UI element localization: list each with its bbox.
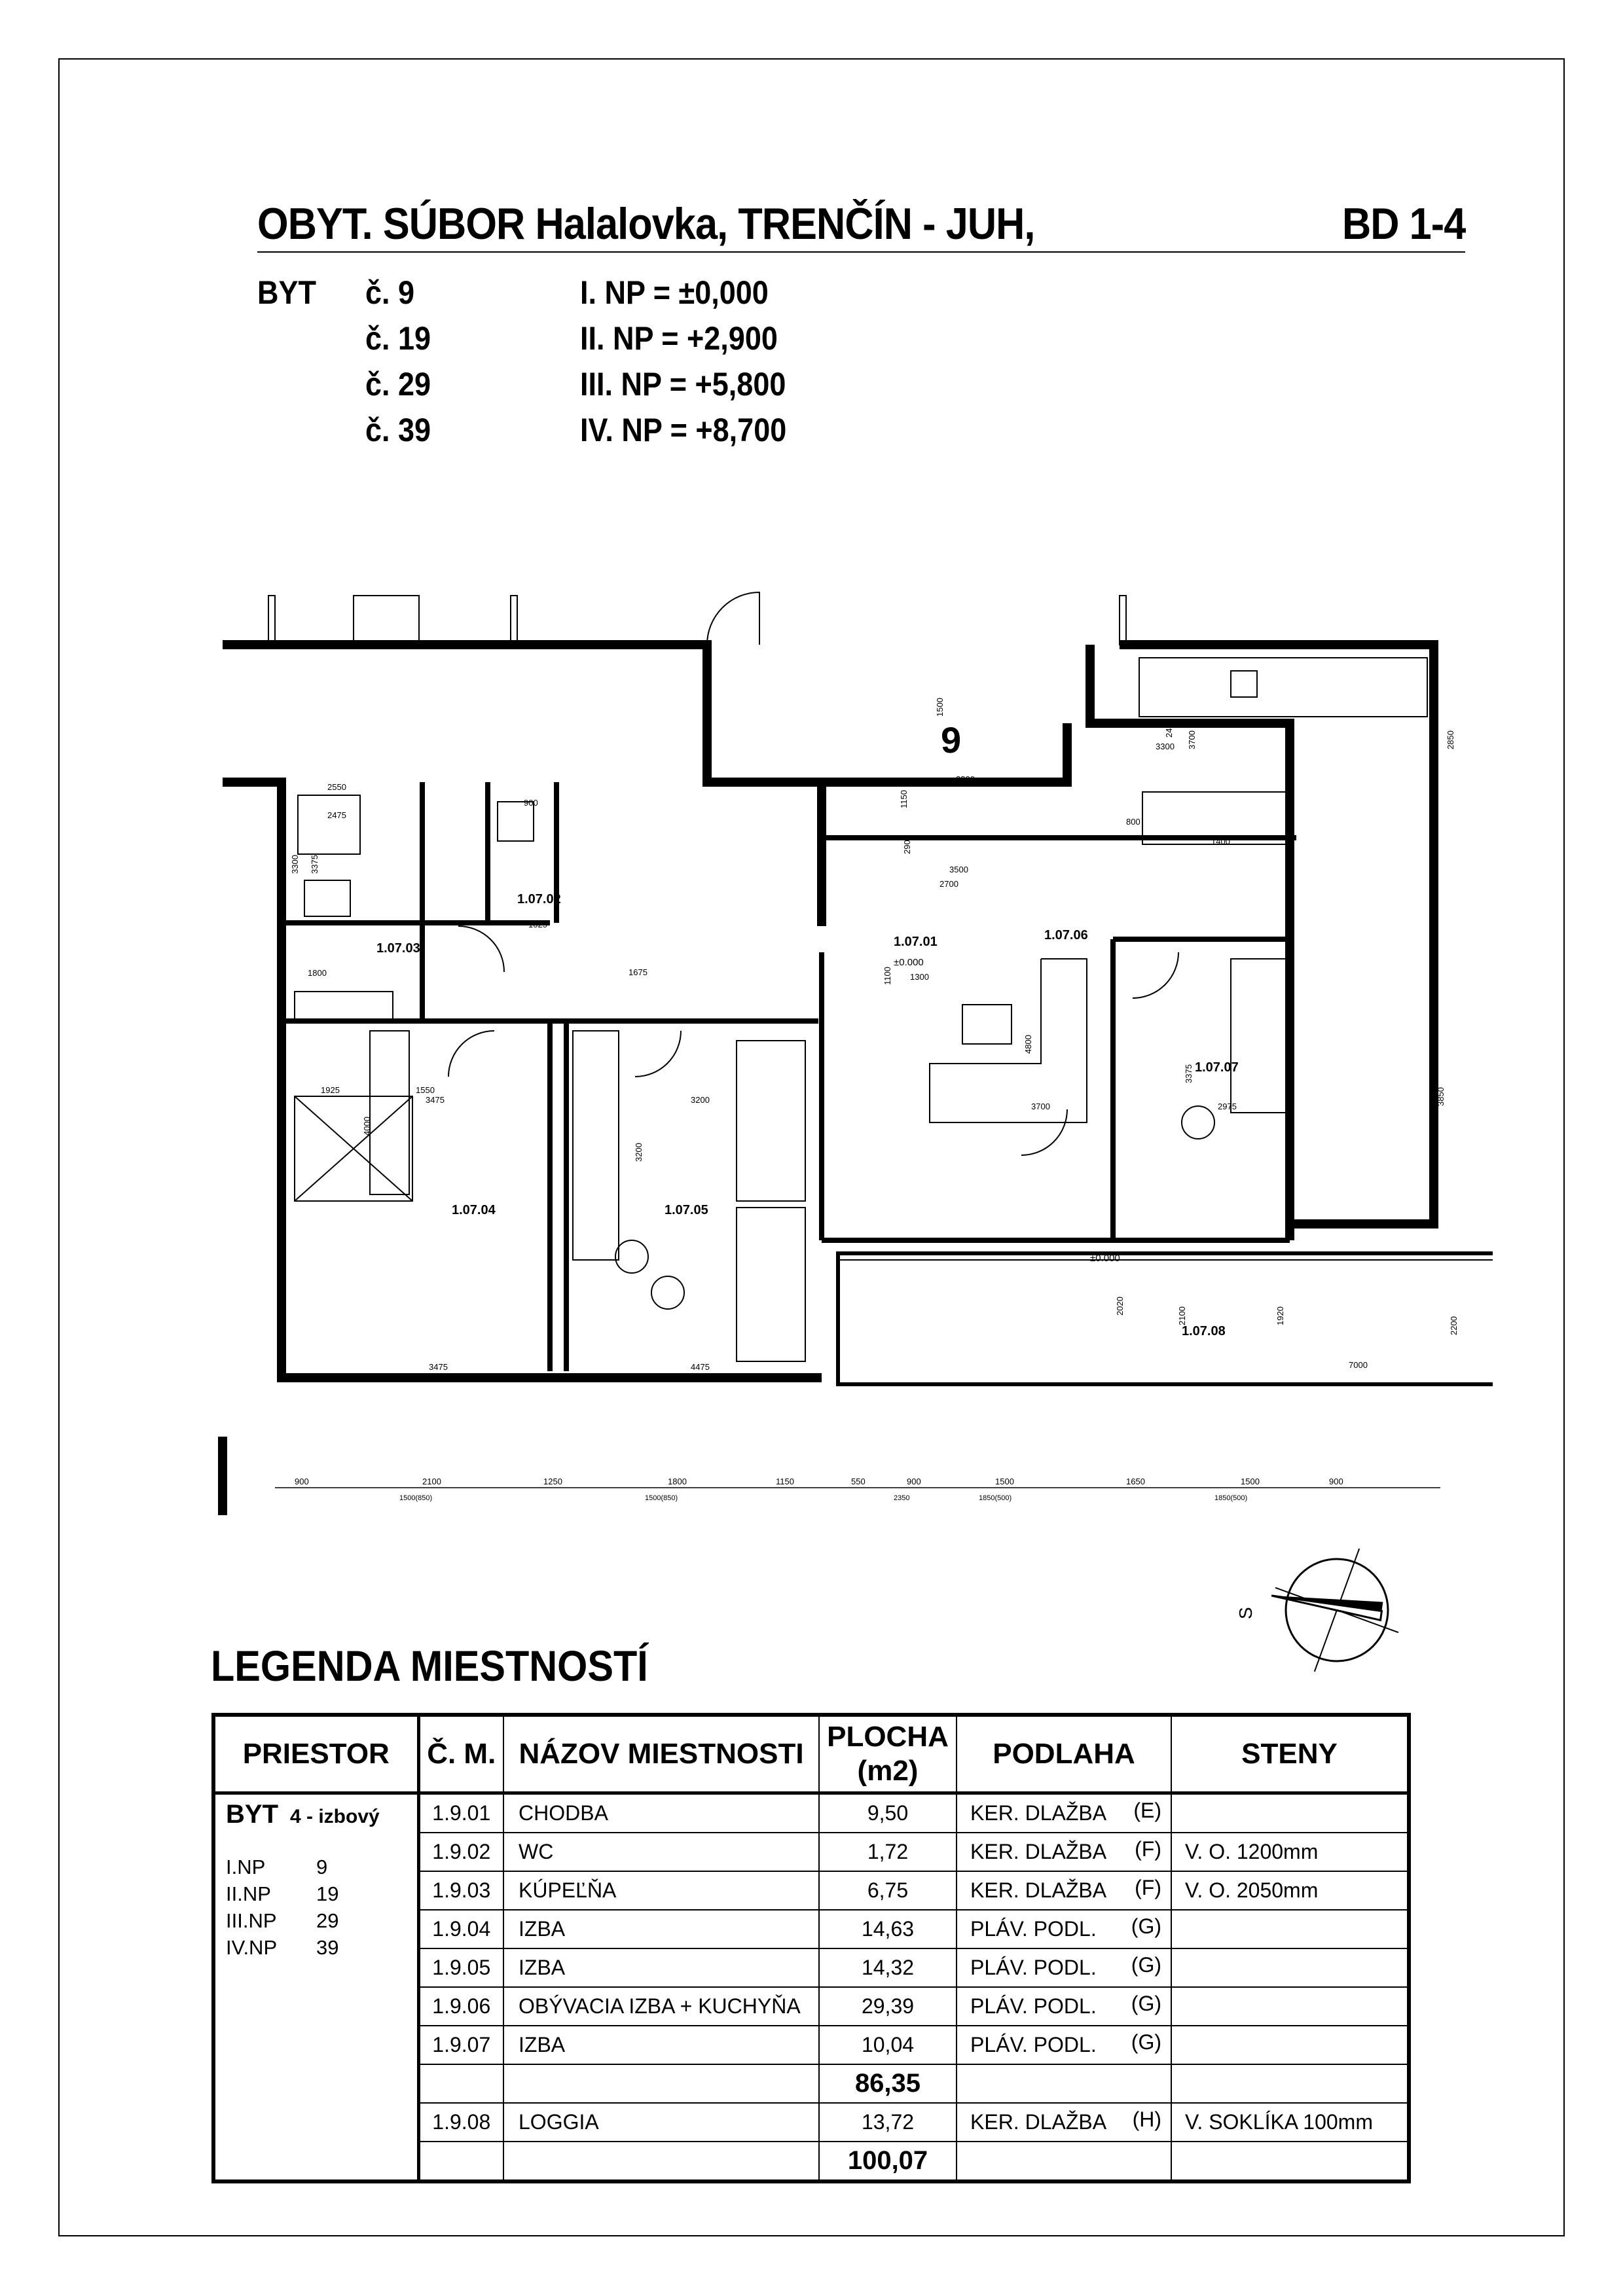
shaft-right [1120,596,1126,645]
np-item [226,1882,417,1909]
level-3: III. NP = +5,800 [580,366,786,403]
room-label-1: 1.07.01 [894,935,938,949]
dimension-label: 1300 [910,972,929,982]
flat-number-2: č. 19 [365,320,431,357]
floor-type: PLÁV. PODL. [970,1994,1097,2018]
dimension-label: 3850 [1436,1087,1446,1106]
floor-class: (G) [1131,2030,1161,2054]
room-name: CHODBA [503,1793,819,1833]
building-code: BD 1-4 [1341,199,1465,249]
subtotal-area: 86,35 [819,2064,957,2103]
room-name: OBÝVACIA IZBA + KUCHYŇA [503,1987,819,2026]
header-area-line2: (m2) [857,1755,919,1787]
dimension-label: 2400 [1164,719,1174,738]
washbasin [304,880,350,916]
dimension-label: 800 [1126,817,1140,827]
bed-room-05b [737,1208,805,1361]
bottom-dimension: 2100 [422,1477,441,1486]
bottom-dimension: 1250 [543,1477,562,1486]
dimension-label: 900 [524,798,538,808]
np-list [226,1856,417,1963]
np-flat: 39 [316,1936,339,1959]
bottom-dimension: 550 [851,1477,866,1486]
level-1: I. NP = ±0,000 [580,274,769,311]
np-label: IV.NP [226,1936,278,1959]
np-item [226,1856,417,1882]
loggia-floor [957,2103,1171,2142]
bed-room-05a [737,1041,805,1201]
dimension-label: 3375 [310,855,319,874]
room-label-7: 1.07.07 [1195,1060,1239,1075]
room-label-6: 1.07.06 [1044,928,1088,942]
floor-class: (G) [1131,1992,1161,2015]
loggia-code: 1.9.08 [418,2103,503,2142]
room-area: 1,72 [819,1833,957,1871]
total-floor-empty [957,2142,1171,2181]
room-floor [957,1871,1171,1910]
room-code: 1.9.07 [418,2026,503,2064]
subtotal-name-empty [503,2064,819,2103]
np-flat: 29 [316,1909,339,1932]
dimension-label: 4000 [362,1117,372,1136]
dimension-label: 3200 [634,1143,644,1162]
dimension-label: 2975 [1218,1102,1237,1111]
shaft-mid [511,596,517,645]
room-name: IZBA [503,2026,819,2064]
floor-type: KER. DLAŽBA [970,1801,1107,1825]
dimension-label: 1925 [321,1085,340,1095]
room-label-8: 1.07.08 [1182,1324,1226,1338]
room-walls [1171,1910,1409,1948]
entrance-door-swing [707,592,759,645]
header-floor: PODLAHA [957,1715,1171,1793]
room-walls [1171,1793,1409,1833]
dimension-label: 3700 [1031,1102,1050,1111]
bottom-dimension: 1800 [668,1477,687,1486]
np-label: I.NP [226,1856,266,1878]
bottom-subdimension: 1850(500) [1214,1494,1248,1502]
dimension-label: 1150 [899,790,909,808]
door-swing-4 [1021,1109,1067,1155]
bottom-dimension: 900 [907,1477,921,1486]
subtotal-walls-empty [1171,2064,1409,2103]
floor-class: (G) [1131,1953,1161,1977]
bottom-subdimension: 1500(850) [399,1494,433,1502]
room-code: 1.9.04 [418,1910,503,1948]
floor-class: (E) [1133,1799,1161,1822]
room-name: KÚPEĽŇA [503,1871,819,1910]
flat-summary-cell [213,1793,418,2182]
level-mark-2: ±0.000 [1090,1253,1120,1264]
dimension-label: 3375 [1184,1064,1194,1083]
room-name: WC [503,1833,819,1871]
dimension-label: 2900 [902,835,912,854]
shaft-left [268,596,275,645]
flat-number-3: č. 29 [365,366,431,403]
dimension-label: 3200 [691,1095,710,1105]
room-code: 1.9.03 [418,1871,503,1910]
floor-type: PLÁV. PODL. [970,1956,1097,1979]
np-label: II.NP [226,1882,271,1905]
coffee-table [962,1005,1012,1044]
floor-type: KER. DLAŽBA [970,1840,1107,1863]
room-floor [957,2026,1171,2064]
chair-room-05b [651,1276,684,1309]
header-room-no: Č. M. [418,1715,503,1793]
bathtub [295,992,393,1021]
loggia-outline [838,1253,1493,1384]
dimension-label: 1500 [935,698,945,717]
room-label-3: 1.07.03 [376,941,420,956]
flat-number-1: č. 9 [365,274,415,311]
subtotal-floor-empty [957,2064,1171,2103]
legend-title: LEGENDA MIESTNOSTÍ [211,1641,648,1690]
room-floor [957,1833,1171,1871]
room-area: 14,63 [819,1910,957,1948]
room-walls: V. O. 1200mm [1171,1833,1409,1871]
room-walls [1171,1987,1409,2026]
dimension-label: 1675 [629,967,647,977]
level-4: IV. NP = +8,700 [580,412,787,448]
subtotal-code-empty [418,2064,503,2103]
floor-type: PLÁV. PODL. [970,2033,1097,2056]
np-item [226,1936,417,1963]
room-area: 14,32 [819,1948,957,1987]
flat-number-4: č. 39 [365,412,431,448]
dimension-label: 1550 [416,1085,435,1095]
dimension-label: 2850 [1446,730,1455,749]
dimension-label: 2700 [939,879,958,889]
dimension-label: 1100 [883,967,892,985]
room-code: 1.9.06 [418,1987,503,2026]
north-arrow [1231,1545,1414,1676]
dimension-label: 4475 [691,1362,710,1372]
floor-plan [210,586,1493,1515]
room-area: 29,39 [819,1987,957,2026]
room-floor [957,1793,1171,1833]
dimension-label: 2475 [327,810,346,820]
loggia-area: 13,72 [819,2103,957,2142]
header-room-name: NÁZOV MIESTNOSTI [503,1715,819,1793]
np-item [226,1909,417,1936]
plan-dimension-labels [290,698,1459,1372]
dimension-label: 2100 [1177,1306,1187,1325]
room-label-4: 1.07.04 [452,1203,496,1217]
room-code: 1.9.05 [418,1948,503,1987]
total-area: 100,07 [819,2142,957,2181]
np-flat: 9 [316,1856,328,1878]
dimension-label: 4800 [1023,1035,1033,1054]
sink [1231,671,1257,697]
wardrobe-room-05 [573,1031,619,1260]
chair-room-07 [1182,1106,1214,1139]
door-swing-5 [1133,952,1178,998]
floor-type: KER. DLAŽBA [970,1878,1107,1902]
room-floor [957,1948,1171,1987]
room-floor [957,1910,1171,1948]
floor-class: (H) [1132,2108,1161,2131]
door-swing-3 [635,1031,681,1077]
np-flat: 19 [316,1882,339,1905]
bottom-dimension: 1500 [995,1477,1014,1486]
flat-type-label: BYT [226,1800,278,1829]
compass-label: S [1235,1607,1256,1619]
floor-type: PLÁV. PODL. [970,1917,1097,1941]
dimension-label: 3500 [949,865,968,874]
header-area-line1: PLOCHA [827,1721,949,1753]
room-walls [1171,2026,1409,2064]
room-area: 9,50 [819,1793,957,1833]
flat-type-value: 4 - izbový [290,1806,380,1827]
project-title: OBYT. SÚBOR Halalovka, TRENČÍN - JUH, [257,199,1035,249]
room-area: 6,75 [819,1871,957,1910]
bottom-subdimension: 1850(500) [979,1494,1012,1502]
np-label: III.NP [226,1909,277,1932]
dimension-label: 1800 [308,968,327,978]
bottom-dimension: 900 [295,1477,309,1486]
bottom-dimension: 1650 [1126,1477,1145,1486]
flat-type [226,1800,417,1829]
sofa [930,959,1087,1122]
floor-class: (G) [1131,1914,1161,1938]
kitchen-counter [1139,658,1427,717]
dimension-label: 7000 [1349,1360,1368,1370]
dimension-label: 3300 [290,855,300,874]
room-name: IZBA [503,1910,819,1948]
header-space: PRIESTOR [213,1715,418,1793]
room-area: 10,04 [819,2026,957,2064]
dimension-label: 2020 [1115,1297,1125,1316]
floor-class: (F) [1135,1876,1161,1899]
wardrobe-room-04 [370,1031,409,1194]
wc-toilet [498,802,534,841]
dimension-label: 3475 [426,1095,445,1105]
room-walls: V. O. 2050mm [1171,1871,1409,1910]
header-walls: STENY [1171,1715,1409,1793]
bottom-dimension: 1500 [1241,1477,1260,1486]
dimension-label: 3700 [1187,730,1197,749]
dimension-label: 1920 [1275,1306,1285,1325]
room-legend-table [211,1713,1411,2183]
room-label-5: 1.07.05 [665,1203,708,1217]
dimension-label: 2550 [327,782,346,792]
dimension-label: 2300 [956,774,975,784]
title-block [257,196,1465,253]
dimension-label: 3475 [429,1362,448,1372]
floor-class: (F) [1135,1837,1161,1861]
bed-room-07 [1231,959,1286,1113]
bottom-subdimension: 1500(850) [645,1494,678,1502]
shaft-window [354,596,419,645]
total-name-empty [503,2142,819,2181]
loggia-name: LOGGIA [503,2103,819,2142]
door-swing-1 [458,926,504,972]
bottom-dimension: 1150 [776,1477,794,1486]
floor-type: KER. DLAŽBA [970,2110,1107,2134]
dimension-label: 2200 [1449,1316,1459,1335]
dimension-label: 3300 [1156,742,1175,751]
bottom-dimension: 900 [1329,1477,1343,1486]
total-walls-empty [1171,2142,1409,2181]
flat-label: BYT [257,274,316,311]
flat-number-label: 9 [941,719,962,761]
level-2: II. NP = +2,900 [580,320,778,357]
loggia-walls: V. SOKLÍKA 100mm [1171,2103,1409,2142]
dimension-label: 1400 [1211,836,1230,846]
door-swing-2 [448,1031,494,1077]
room-name: IZBA [503,1948,819,1987]
bottom-dimension-labels [295,1477,1343,1502]
shower-tray [298,795,360,854]
bottom-subdimension: 2350 [894,1494,910,1502]
room-code: 1.9.02 [418,1833,503,1871]
level-mark-1: ±0.000 [894,957,924,968]
room-floor [957,1987,1171,2026]
room-label-2: 1.07.02 [517,892,561,906]
room-code: 1.9.01 [418,1793,503,1833]
dimension-label: 1025 [528,920,547,929]
room-walls [1171,1948,1409,1987]
total-code-empty [418,2142,503,2181]
chair-room-05a [615,1240,648,1273]
interior-walls [282,782,1296,1371]
header-area [819,1715,957,1793]
